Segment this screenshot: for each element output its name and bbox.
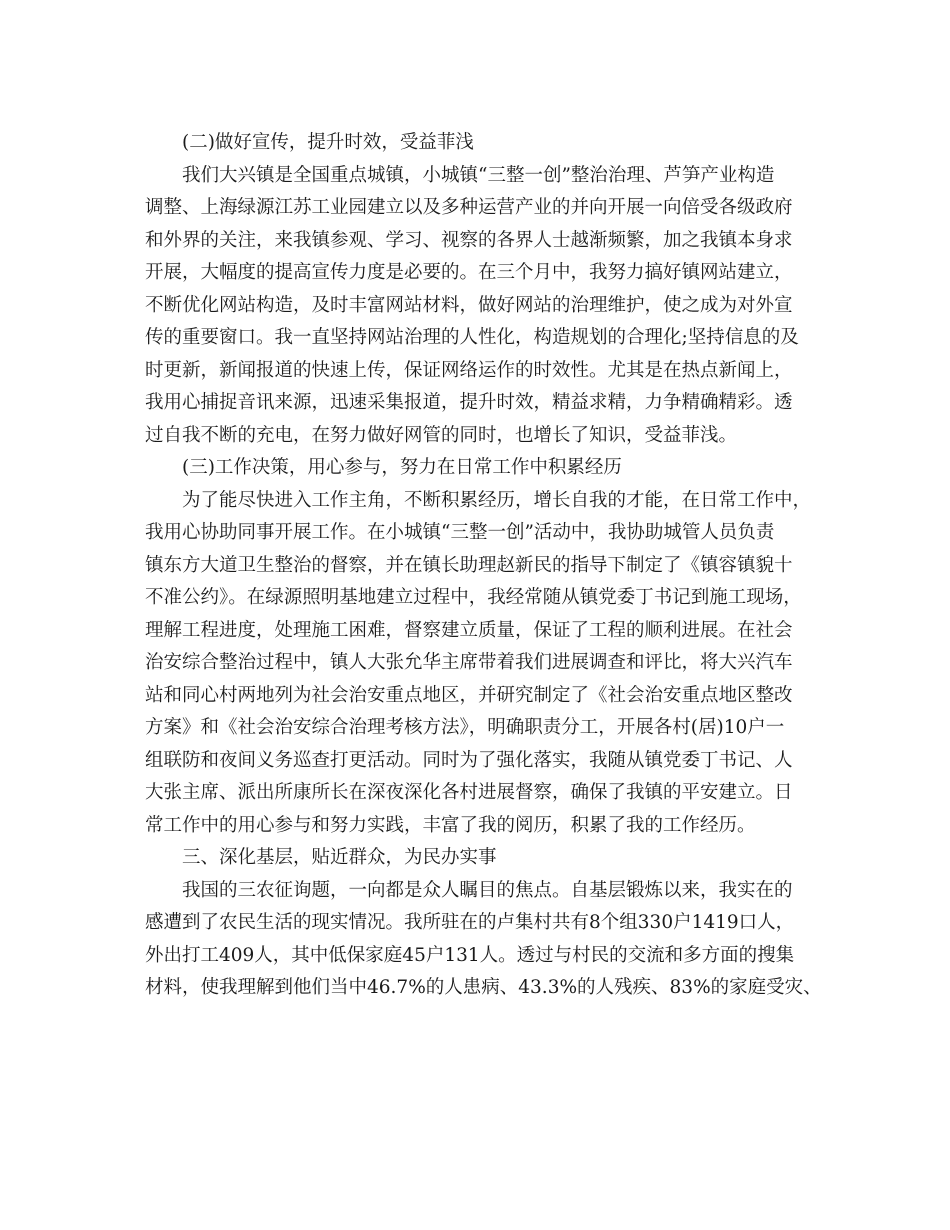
paragraph-line: 大张主席、派出所康所长在深夜深化各村进展督察，确保了我镇的平安建立。日 xyxy=(145,782,793,803)
paragraph-line: 不断优化网站构造，及时丰富网站材料，做好网站的治理维护，使之成为对外宣 xyxy=(145,294,793,316)
section-heading: (三)工作决策，用心参与，努力在日常工作中积累经历 xyxy=(182,457,622,478)
paragraph-line: 传的重要窗口。我一直坚持网站治理的人性化，构造规划的合理化;坚持信息的及 xyxy=(145,327,799,348)
paragraph-line: 材料，使我理解到他们当中46.7%的人患病、43.3%的人残疾、83%的家庭受灾、 xyxy=(145,977,822,998)
paragraph-line: 过自我不断的充电，在努力做好网管的同时，也增长了知识，受益菲浅。 xyxy=(145,424,738,446)
paragraph-line: 我用心协助同事开展工作。在小城镇“三整一创”活动中，我协助城管人员负责 xyxy=(145,522,775,543)
paragraph-line: 不准公约》。在绿源照明基地建立过程中，我经常随从镇党委丁书记到施工现场， xyxy=(145,587,802,608)
paragraph-line: 治安综合整治过程中，镇人大张允华主席带着我们进展调查和评比，将大兴汽车 xyxy=(145,652,793,673)
paragraph-line: 感遭到了农民生活的现实情况。我所驻在的卢集村共有8个组330户1419口人， xyxy=(145,912,795,933)
paragraph-line: 我用心捕捉音讯来源，迅速采集报道，提升时效，精益求精，力争精确精彩。透 xyxy=(145,392,793,413)
paragraph-line: 常工作中的用心参与和努力实践，丰富了我的阅历，积累了我的工作经历。 xyxy=(145,814,756,836)
document-page xyxy=(145,127,822,1005)
paragraph-line: 我们大兴镇是全国重点城镇，小城镇“三整一创”整治治理、芦笋产业构造 xyxy=(182,164,775,186)
section-heading: (二)做好宣传，提升时效，受益菲浅 xyxy=(182,132,474,153)
paragraph-line: 和外界的关注，来我镇参观、学习、视察的各界人士越渐频繁，加之我镇本身求 xyxy=(145,229,793,251)
paragraph-line: 理解工程进度，处理施工困难，督察建立质量，保证了工程的顺利进展。在社会 xyxy=(145,619,793,641)
paragraph-line: 组联防和夜间义务巡查打更活动。同时为了强化落实，我随从镇党委丁书记、人 xyxy=(145,749,793,771)
paragraph-line: 开展，大幅度的提高宣传力度是必要的。在三个月中，我努力搞好镇网站建立， xyxy=(145,262,793,283)
paragraph-line: 为了能尽快进入工作主角，不断积累经历，增长自我的才能，在日常工作中， xyxy=(182,489,812,511)
paragraph-line: 外出打工409人，其中低保家庭45户131人。透过与村民的交流和多方面的搜集 xyxy=(145,944,795,966)
paragraph-line: 站和同心村两地列为社会治安重点地区，并研究制定了《社会治安重点地区整改 xyxy=(145,684,793,706)
paragraph-line: 我国的三农征询题，一向都是众人瞩目的焦点。自基层锻炼以来，我实在的 xyxy=(182,879,793,901)
paragraph-line: 时更新，新闻报道的快速上传，保证网络运作的时效性。尤其是在热点新闻上， xyxy=(145,359,793,381)
section-heading: 三、深化基层，贴近群众，为民办实事 xyxy=(182,847,497,868)
paragraph-line: 方案》和《社会治安综合治理考核方法》，明确职责分工，开展各村(居)10户一 xyxy=(145,717,785,738)
paragraph-line: 镇东方大道卫生整治的督察，并在镇长助理赵新民的指导下制定了《镇容镇貌十 xyxy=(145,554,793,576)
paragraph-line: 调整、上海绿源江苏工业园建立以及多种运营产业的并向开展一向倍受各级政府 xyxy=(145,197,793,218)
